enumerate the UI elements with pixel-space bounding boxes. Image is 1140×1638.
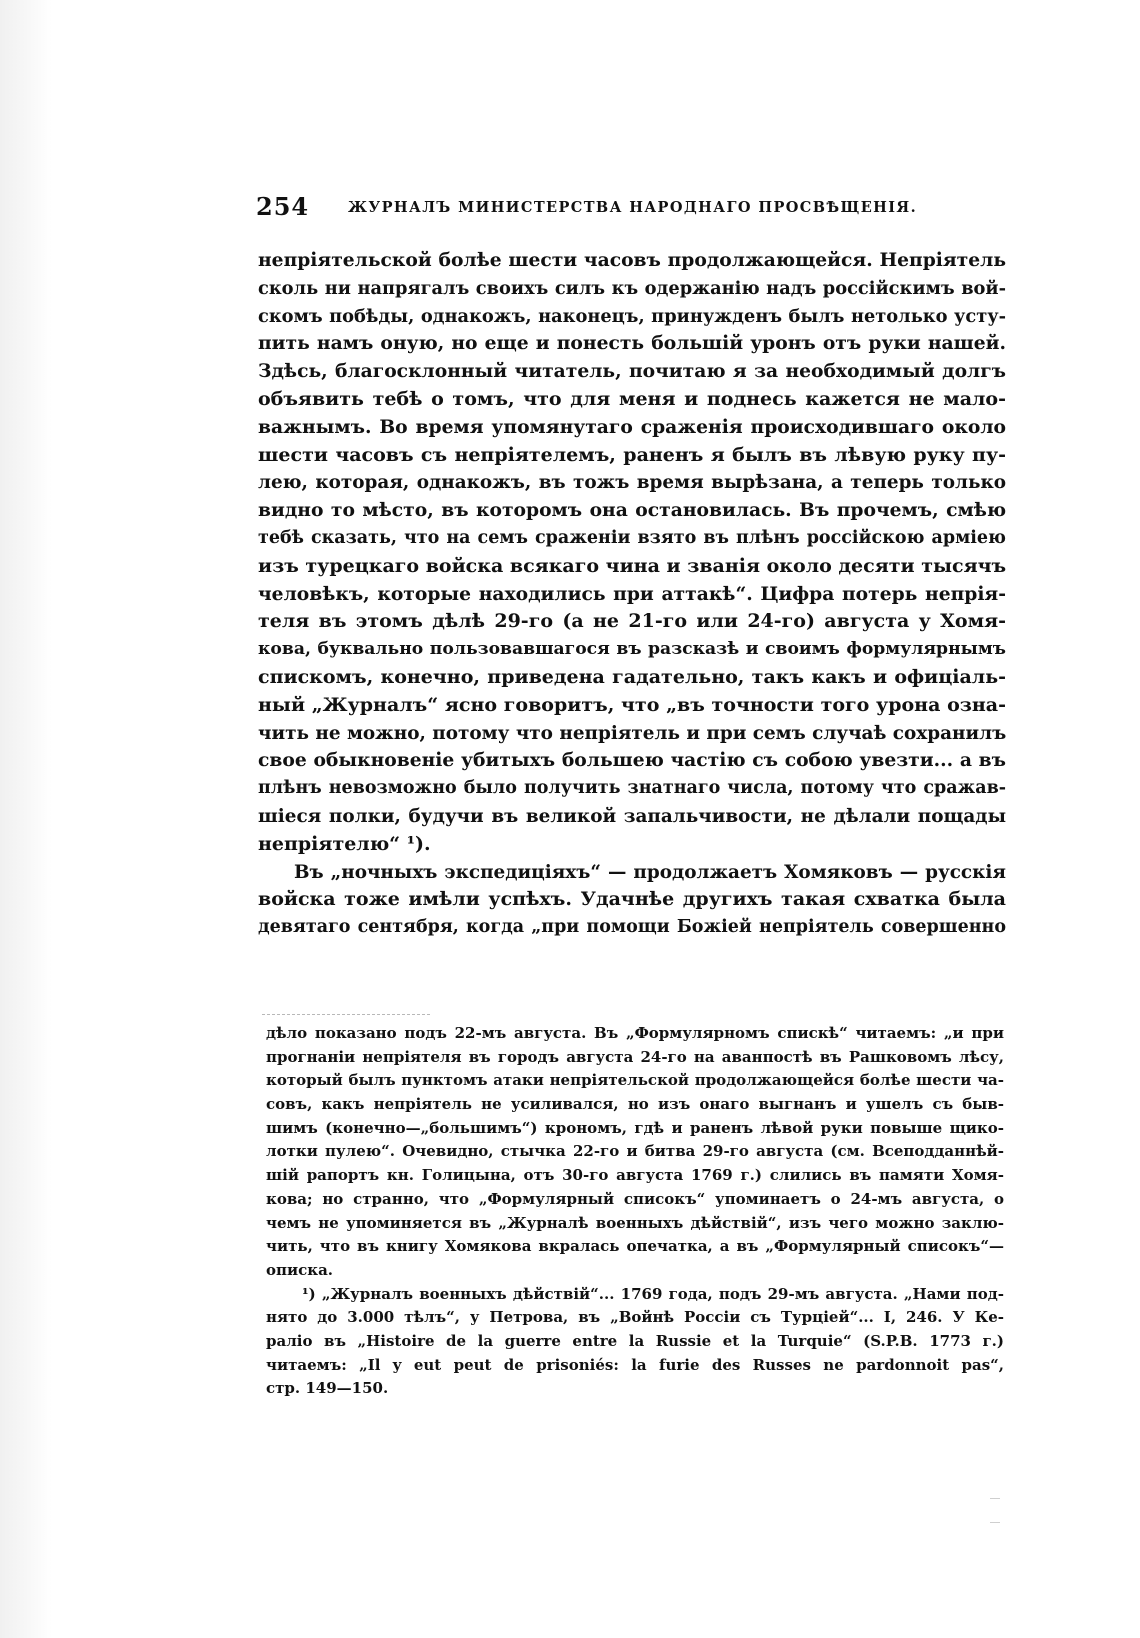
footnote-line: лотки пулею“. Очевидно, стычка 22-го и битва 29-го августа (см. Всеподданнѣй- [266, 1142, 1004, 1161]
main-text [258, 247, 1006, 942]
footnote-continuation [266, 1022, 1004, 1283]
text-line: теля въ этомъ дѣлѣ 29-го (а не 21-го или 24-го) августа у Хомя- [258, 610, 1006, 633]
footnote-line: шимъ (конечно—„большимъ“) крономъ, гдѣ и раненъ лѣвой руки повыше щико- [266, 1118, 1004, 1137]
text-line: изъ турецкаго войска всякаго чина и званія около десяти тысячъ [258, 554, 1007, 577]
text-line: свое обыкновеніе убитыхъ большею частію съ собою увезти... а въ [258, 749, 1006, 772]
text-line: непріятелю“ ¹). [258, 832, 431, 855]
footnote-1 [266, 1283, 1004, 1401]
footnote-line: совъ, какъ непріятель не усиливался, но изъ онаго выгнанъ и ушелъ съ быв- [266, 1095, 1004, 1114]
footnote-line: описка. [266, 1260, 334, 1279]
text-line: войска тоже имѣли успѣхъ. Удачнѣе другихъ такая схватка была [258, 888, 1006, 911]
footnotes [266, 1022, 1004, 1401]
text-line: чить не можно, потому что непріятель и при семъ случаѣ сохранилъ [258, 722, 1007, 744]
page-header [256, 192, 918, 226]
scan-edge-shadow [0, 0, 52, 1638]
footnote-separator [262, 1014, 430, 1015]
footnote-line: нято до 3.000 тѣлъ“, у Петрова, въ „Войнѣ Россіи съ Турціей“... I, 246. У Ке- [266, 1308, 1004, 1327]
scan-speck [990, 1522, 1000, 1523]
text-line: девятаго сентября, когда „при помощи Божіей непріятель совершенно [258, 917, 1006, 938]
footnote-line: кова; но странно, что „Формулярный списокъ“ упоминаетъ о 24-мъ августа, о [266, 1189, 1004, 1208]
text-line: важнымъ. Во время упомянутаго сраженія происходившаго около [258, 415, 1006, 438]
footnote-line: дѣло показано подъ 22-мъ августа. Въ „Формулярномъ спискѣ“ читаемъ: „и при [266, 1024, 1004, 1042]
footnote-line: читаемъ: „Il y eut peut de prisoniés: la furie des Russes ne pardonnoit pas“, [266, 1355, 1004, 1374]
text-line: шіеся полки, будучи въ великой запальчивости, не дѣлали пощады [258, 805, 1006, 827]
footnote-line: раліо въ „Histoire de la guerre entre la Russie et la Turquie“ (S.P.B. 1773 г.) [266, 1331, 1004, 1350]
text-line: тебѣ сказать, что на семъ сраженіи взято въ плѣнъ россійскою арміею [258, 527, 1006, 548]
text-line: скомъ побѣды, однакожъ, наконецъ, принужденъ былъ нетолько усту- [258, 305, 1006, 327]
footnote-line: чить, что въ книгу Хомякова вкралась опечатка, а въ „Формулярный списокъ“— [266, 1237, 1004, 1256]
text-line: непріятельской болѣе шести часовъ продолжающейся. Непріятель [258, 249, 1006, 271]
text-line: Въ „ночныхъ экспедиціяхъ“ — продолжаетъ Хомяковъ — русскія [294, 861, 1006, 883]
footnote-line: чемъ не упоминяется въ „Журналѣ военныхъ дѣйствій“, изъ чего можно заклю- [266, 1213, 1004, 1232]
footnote-line: ¹) „Журналъ военныхъ дѣйствій“... 1769 года, подъ 29-мъ августа. „Нами под- [302, 1284, 1004, 1303]
text-line: ный „Журналъ“ ясно говоритъ, что „въ точности того урона озна- [258, 693, 1006, 716]
text-line: лею, которая, однакожъ, въ тожъ время вырѣзана, а теперь только [258, 472, 1006, 494]
footnote-line: который былъ пунктомъ атаки непріятельской продолжающейся болѣе шести ча- [266, 1071, 1004, 1090]
text-line: пить намъ оную, но еще и понесть большій уронъ отъ руки нашей. [258, 332, 1006, 355]
text-line: кова, буквально пользовавшагося въ разсказѣ и своимъ формулярнымъ [258, 639, 1006, 660]
page-number: 254 [256, 192, 310, 221]
text-line: плѣнъ невозможно было получить знатнаго числа, потому что сражав- [258, 778, 1006, 799]
running-title: ЖУРНАЛЪ МИНИСТЕРСТВА НАРОДНАГО ПРОСВѢЩЕНІЯ. [348, 199, 918, 216]
text-line: сколь ни напрягалъ своихъ силъ къ одержанію надъ россійскимъ вой- [258, 277, 1006, 299]
text-line: человѣкъ, которые находились при аттакѣ“. Цифра потерь непрія- [258, 582, 1006, 605]
footnote-line: шій рапортъ кн. Голицына, отъ 30-го августа 1769 г.) слились въ памяти Хомя- [266, 1166, 1004, 1185]
text-line: объявить тебѣ о томъ, что для меня и поднесь кажется не мало- [258, 387, 1006, 410]
scan-speck [990, 1498, 1000, 1499]
text-line: спискомъ, конечно, приведена гадательно, такъ какъ и офиціаль- [258, 665, 1006, 688]
text-line: шести часовъ съ непріятелемъ, раненъ я былъ въ лѣвую руку пу- [258, 443, 1006, 466]
footnote-line: стр. 149—150. [266, 1379, 389, 1398]
footnote-line: прогнаніи непріятеля въ городъ августа 24-го на аванпостѣ въ Рашковомъ лѣсу, [266, 1047, 1004, 1066]
text-line: Здѣсь, благосклонный читатель, почитаю я за необходимый долгъ [258, 360, 1006, 383]
text-line: видно то мѣсто, въ которомъ она остановилась. Въ прочемъ, смѣю [258, 499, 1006, 522]
